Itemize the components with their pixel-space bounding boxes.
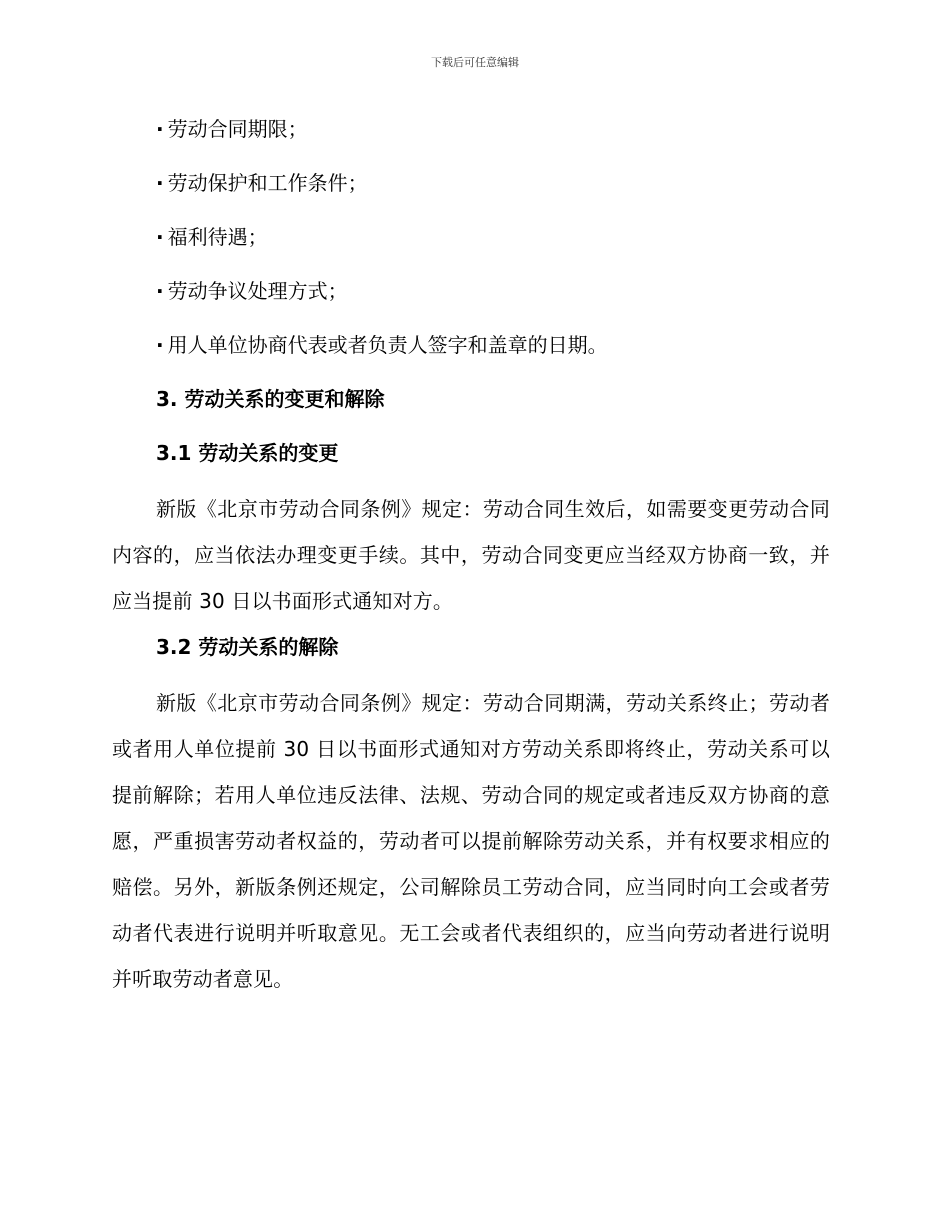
bullet-marker: · xyxy=(156,171,164,195)
bullet-marker: · xyxy=(156,225,164,249)
bullet-item xyxy=(112,330,830,384)
bullet-text: 用人单位协商代表或者负责人签字和盖章的日期。 xyxy=(167,333,608,357)
subsection-heading: 3.2 劳动关系的解除 xyxy=(156,635,339,659)
bullet-item xyxy=(112,168,830,222)
section-heading: 3. 劳动关系的变更和解除 xyxy=(156,387,385,411)
bullet-marker: · xyxy=(156,333,164,357)
bullet-text: 劳动合同期限； xyxy=(167,117,308,141)
body-paragraph: 新版《北京市劳动合同条例》规定：劳动合同生效后，如需要变更劳动合同内容的，应当依法办理变更手续。其中，劳动合同变更应当经双方协商一致，并应当提前 30 日以书面形式通知对方。 xyxy=(112,497,830,613)
document-body xyxy=(112,114,830,1010)
bullet-item xyxy=(112,222,830,276)
page-header: 下载后可任意编辑 xyxy=(431,56,519,69)
bullet-text: 劳动保护和工作条件； xyxy=(167,171,368,195)
bullet-text: 福利待遇； xyxy=(167,225,268,249)
bullet-marker: · xyxy=(156,279,164,303)
bullet-item xyxy=(112,276,830,330)
bullet-text: 劳动争议处理方式； xyxy=(167,279,348,303)
body-paragraph: 新版《北京市劳动合同条例》规定：劳动合同期满，劳动关系终止；劳动者或者用人单位提前 30 日以书面形式通知对方劳动关系即将终止，劳动关系可以提前解除；若用人单位违反法律、法规、劳动合同的规定或者违反双方协商的意愿，严重损害劳动者权益的，劳动者可以提前解除劳动关系，并有权要求相应的赔偿。另外，新版条例还规定，公司解除员工劳动合同，应当同时向工会或者劳动者代表进行说明并听取意见。无工会或者代表组织的，应当向劳动者进行说明并听取劳动者意见。 xyxy=(112,691,830,991)
bullet-marker: · xyxy=(156,117,164,141)
subsection-heading: 3.1 劳动关系的变更 xyxy=(156,441,339,465)
bullet-item xyxy=(112,114,830,168)
